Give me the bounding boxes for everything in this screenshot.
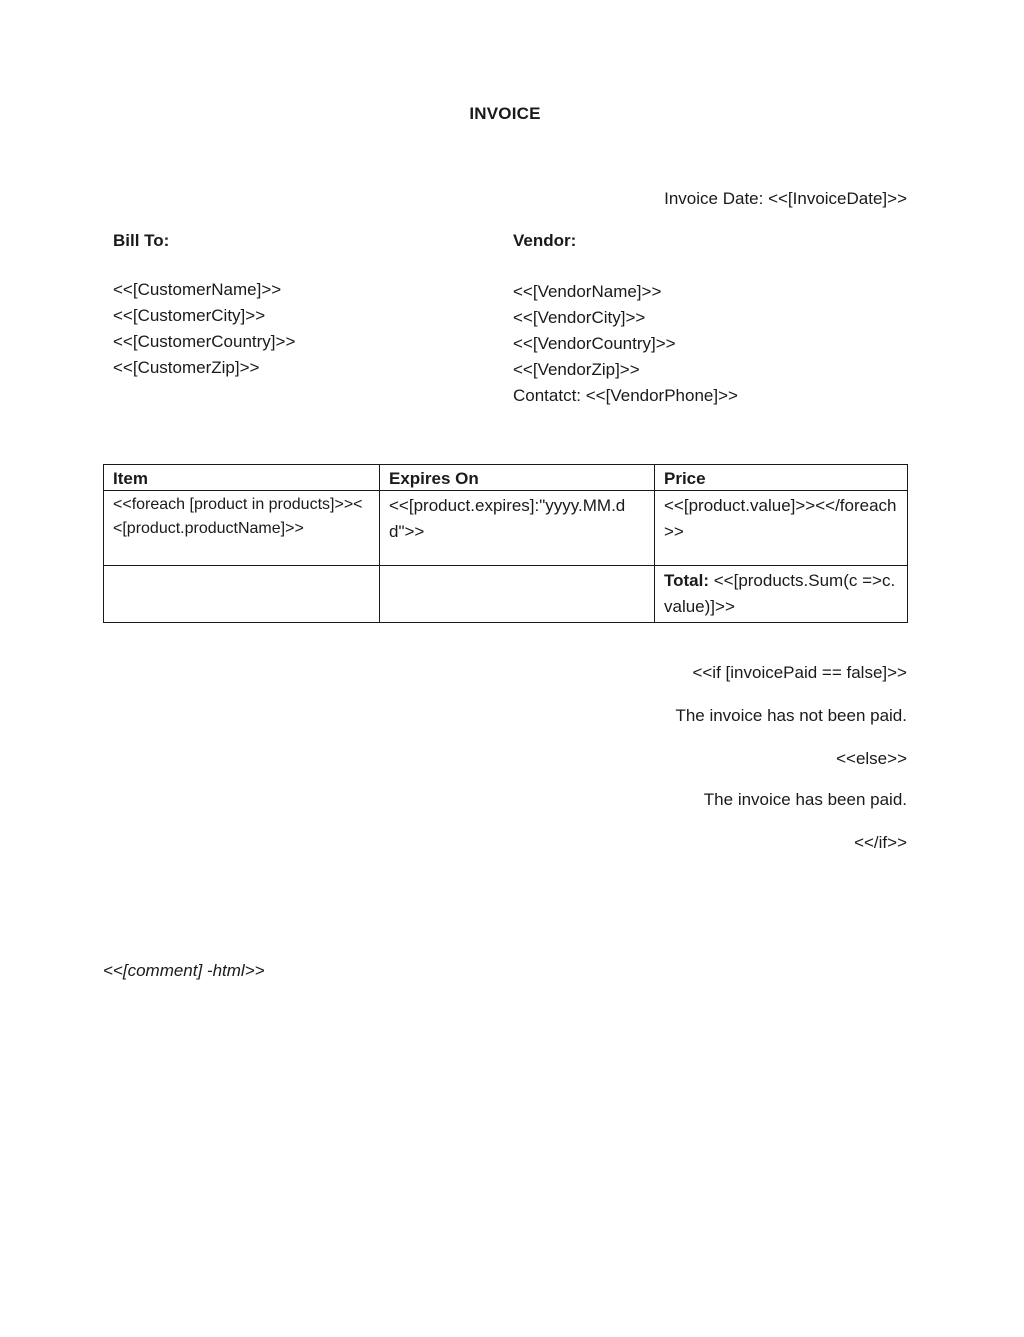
else-tag: <<else>> — [836, 749, 907, 768]
vendor-city: <<[VendorCity]>> — [513, 308, 646, 327]
comment-tag: <<[comment] -html>> — [103, 961, 265, 980]
endif-tag: <</if>> — [854, 833, 907, 852]
document-title: INVOICE — [469, 104, 541, 123]
customer-name: <<[CustomerName]>> — [113, 280, 282, 299]
cell-total — [655, 566, 908, 623]
total-value: <<[products.Sum(c =>c.value)]>> — [664, 571, 896, 616]
vendor-country: <<[VendorCountry]>> — [513, 334, 676, 353]
header-expires-on: Expires On — [380, 465, 655, 491]
customer-country: <<[CustomerCountry]>> — [113, 332, 296, 351]
paid-text: The invoice has been paid. — [703, 790, 907, 809]
cell-expires: <<[product.expires]:"yyyy.MM.dd">> — [380, 491, 655, 566]
items-table — [103, 464, 908, 623]
cell-item: <<foreach [product in products]>><<[product.productName]>> — [104, 491, 380, 566]
table-total-row — [104, 566, 908, 623]
bill-to-block — [113, 277, 295, 381]
cell-empty-item — [104, 566, 380, 623]
vendor-name: <<[VendorName]>> — [513, 282, 662, 301]
total-label: Total: — [664, 571, 710, 590]
vendor-contact: Contatct: <<[VendorPhone]>> — [513, 386, 738, 405]
if-tag: <<if [invoicePaid == false]>> — [692, 663, 907, 682]
customer-city: <<[CustomerCity]>> — [113, 306, 266, 325]
header-price: Price — [655, 465, 908, 491]
cell-price: <<[product.value]>><</foreach>> — [655, 491, 908, 566]
bill-to-heading: Bill To: — [113, 231, 170, 250]
invoice-date: Invoice Date: <<[InvoiceDate]>> — [664, 189, 907, 208]
table-row — [104, 491, 908, 566]
table-header-row — [104, 465, 908, 491]
vendor-heading: Vendor: — [513, 231, 577, 250]
header-item: Item — [104, 465, 380, 491]
customer-zip: <<[CustomerZip]>> — [113, 358, 260, 377]
not-paid-text: The invoice has not been paid. — [675, 706, 907, 725]
cell-empty-expires — [380, 566, 655, 623]
vendor-zip: <<[VendorZip]>> — [513, 360, 640, 379]
vendor-block — [513, 279, 738, 409]
